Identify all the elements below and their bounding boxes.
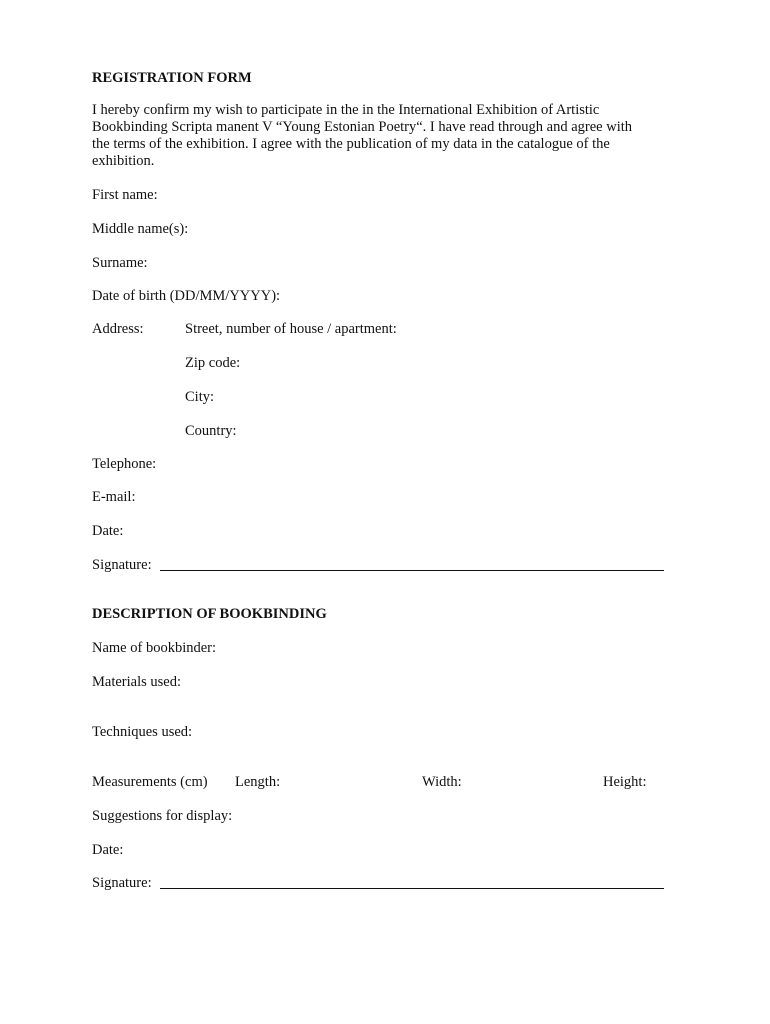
materials-label: Materials used: [92, 674, 181, 690]
city-label: City: [185, 389, 215, 405]
intro-line: I hereby confirm my wish to participate in the in the International Exhibition of Artistic [92, 102, 600, 118]
surname-label: Surname: [92, 255, 148, 271]
zip-code-label: Zip code: [185, 355, 241, 371]
registration-date-label: Date: [92, 523, 124, 539]
description-signature-label: Signature: [92, 875, 152, 891]
address-label: Address: [92, 321, 144, 337]
registration-title: REGISTRATION FORM [92, 70, 252, 86]
width-label: Width: [422, 774, 462, 790]
techniques-label: Techniques used: [92, 724, 193, 740]
middle-names-label: Middle name(s): [92, 221, 189, 237]
description-title: DESCRIPTION OF BOOKBINDING [92, 606, 327, 622]
registration-signature-label: Signature: [92, 557, 152, 573]
first-name-label: First name: [92, 187, 158, 203]
registration-intro [92, 102, 682, 170]
registration-signature-line[interactable] [160, 570, 664, 571]
display-suggestions-label: Suggestions for display: [92, 808, 233, 824]
height-label: Height: [603, 774, 647, 790]
street-label: Street, number of house / apartment: [185, 321, 397, 337]
intro-line: exhibition. [92, 153, 155, 169]
intro-line: Bookbinding Scripta manent V “Young Estonian Poetry“. I have read through and agree with [92, 119, 633, 135]
intro-line: the terms of the exhibition. I agree with the publication of my data in the catalogue of the [92, 136, 610, 152]
country-label: Country: [185, 423, 237, 439]
telephone-label: Telephone: [92, 456, 157, 472]
description-date-label: Date: [92, 842, 124, 858]
length-label: Length: [235, 774, 281, 790]
description-signature-line[interactable] [160, 888, 664, 889]
bookbinder-name-label: Name of bookbinder: [92, 640, 217, 656]
date-of-birth-label: Date of birth (DD/MM/YYYY): [92, 288, 281, 304]
measurements-label: Measurements (cm) [92, 774, 208, 790]
email-label: E-mail: [92, 489, 136, 505]
